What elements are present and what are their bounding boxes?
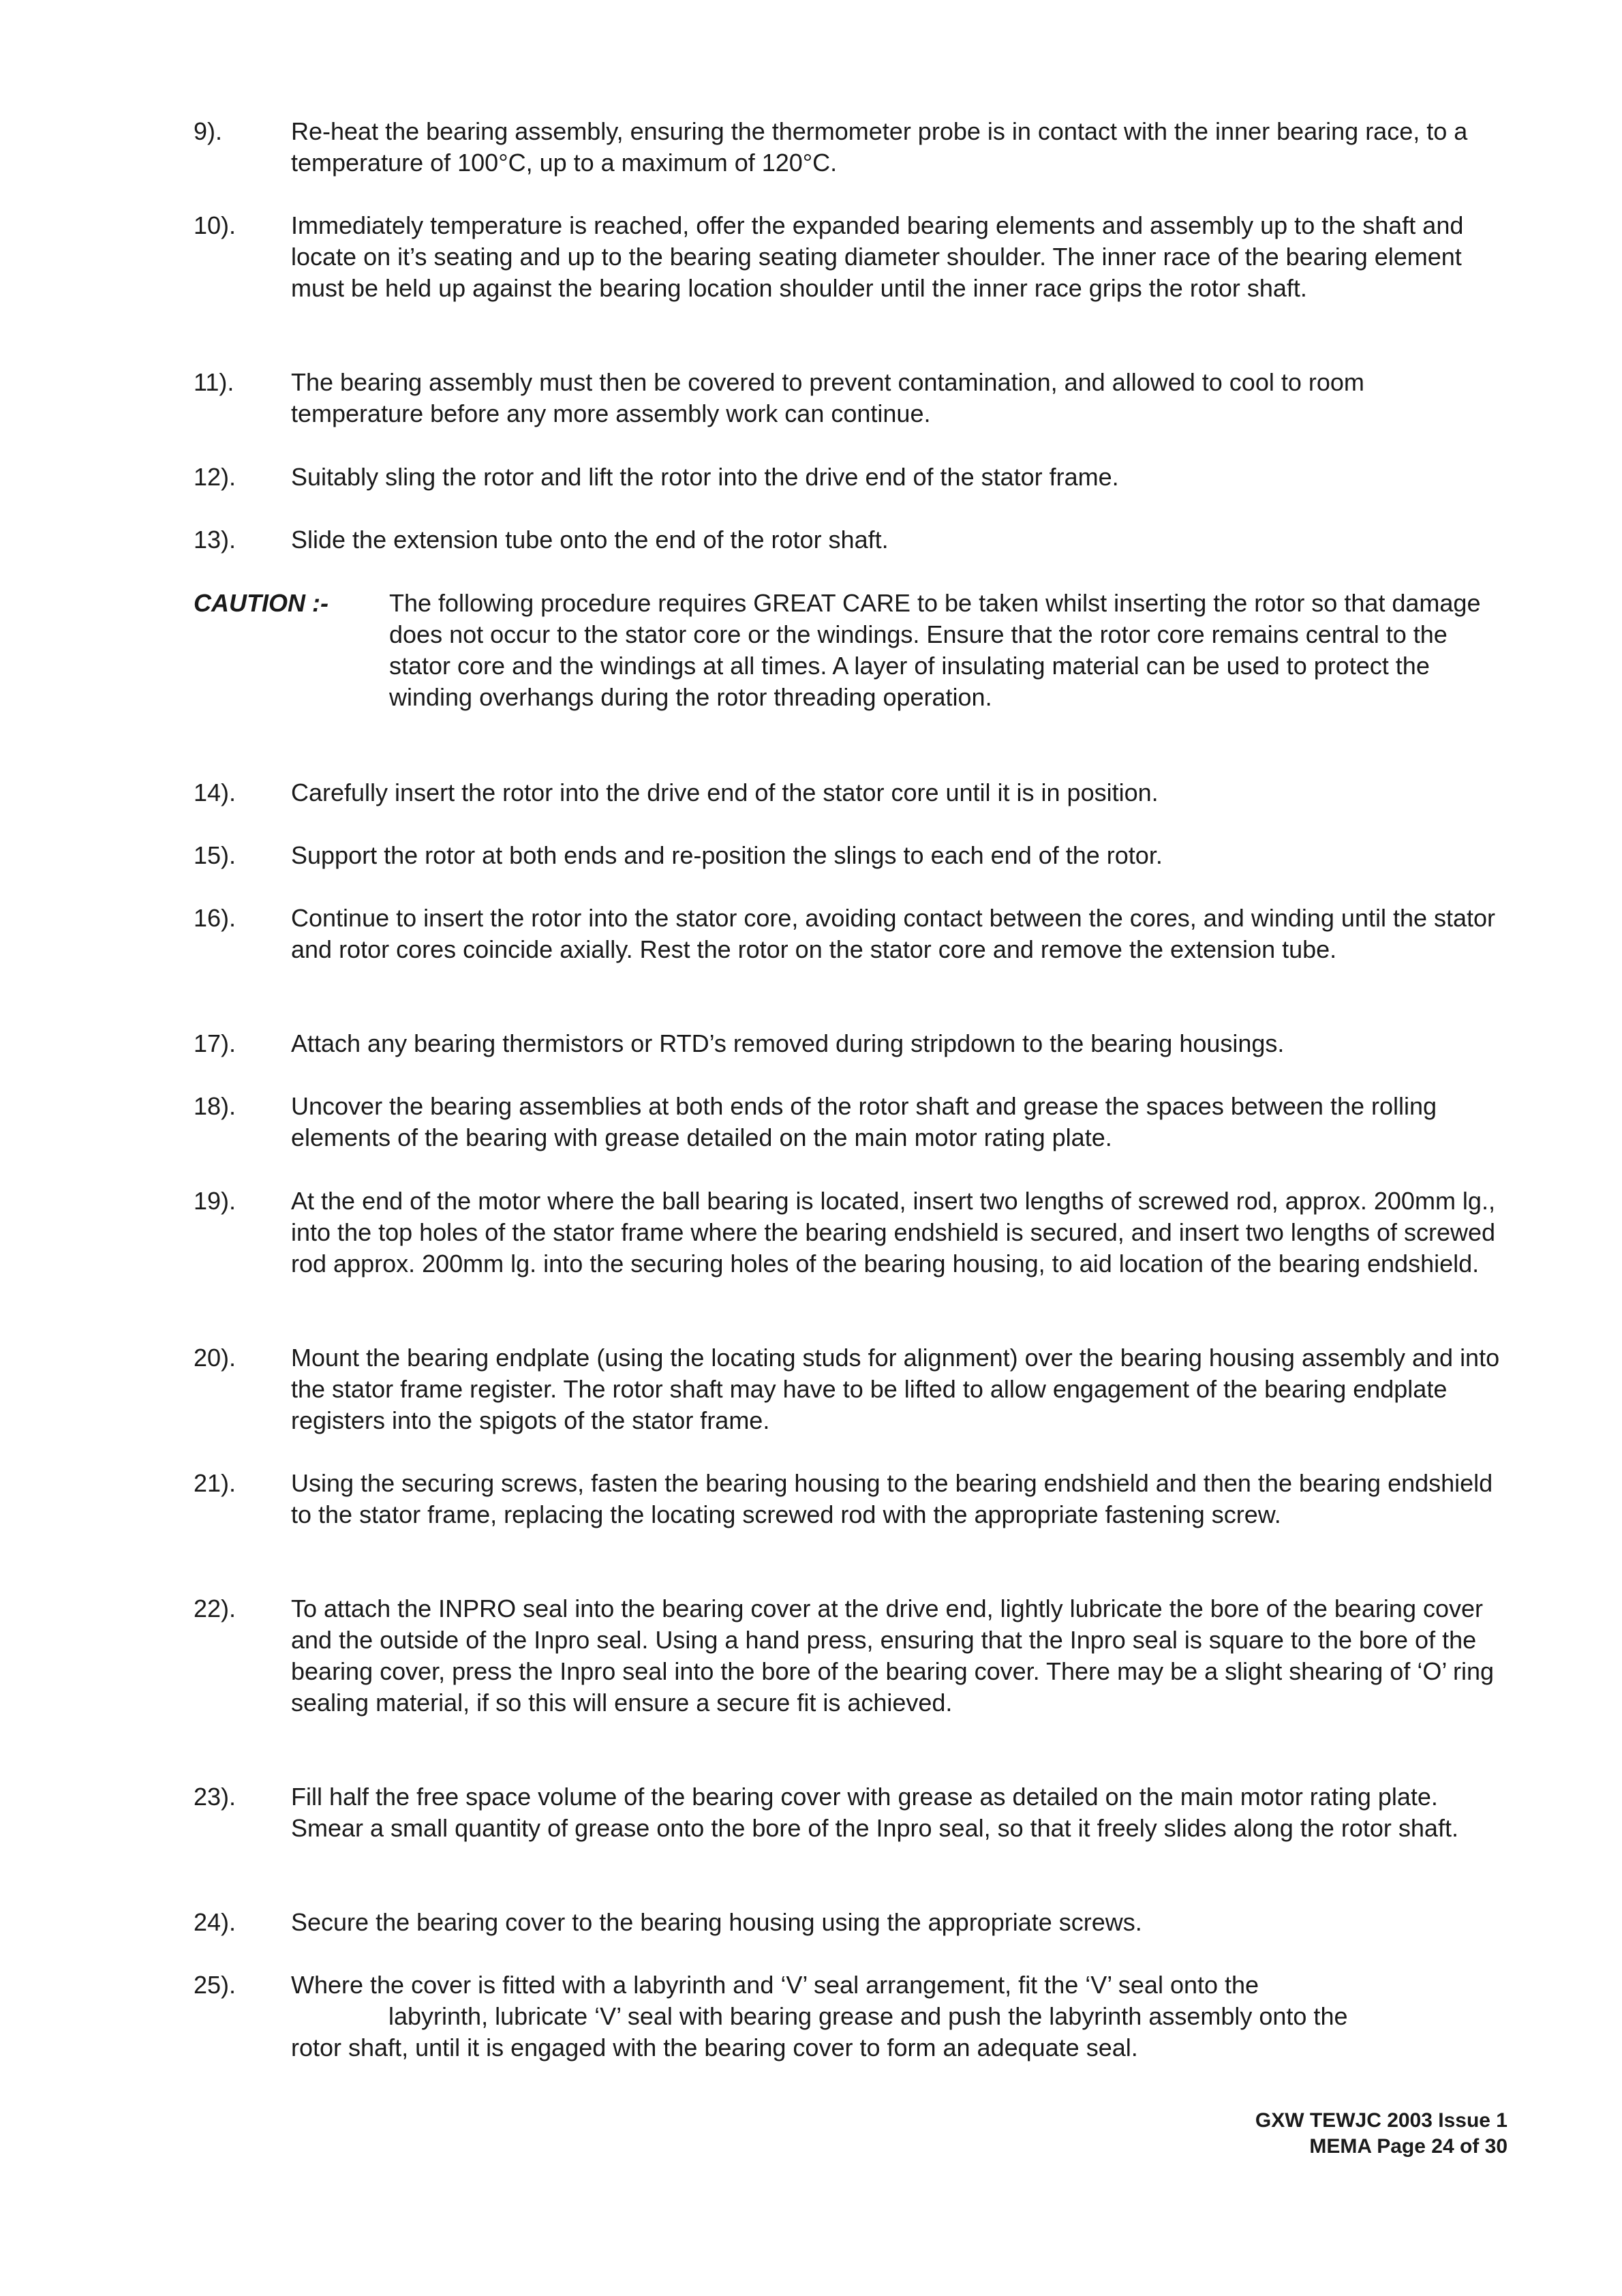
- page-number: MEMA Page 24 of 30: [1309, 2135, 1508, 2158]
- step-number: 22).: [194, 1595, 236, 1622]
- step-24: [194, 1907, 1502, 1938]
- step-14: [194, 777, 1502, 809]
- step-12: [194, 462, 1502, 493]
- step-number: 16).: [194, 904, 236, 932]
- document-footer: [1255, 2108, 1508, 2160]
- step-text: Carefully insert the rotor into the drive end of the stator core until it is in position.: [291, 779, 1159, 806]
- step-text-line: Where the cover is fitted with a labyrinth and ‘V’ seal arrangement, fit the ‘V’ seal onto the: [291, 1971, 1259, 1999]
- step-number: 24).: [194, 1908, 236, 1936]
- step-number: 15).: [194, 841, 236, 869]
- step-number: 25).: [194, 1971, 236, 1999]
- step-number: 9).: [194, 117, 223, 145]
- step-23: [194, 1781, 1502, 1844]
- step-text: Mount the bearing endplate (using the locating studs for alignment) over the bearing housing assembly and into the stator frame register. The rotor shaft may have to be lifted to allow engagement of the bearing endplate registers into the spigots of the stator frame.: [291, 1344, 1500, 1434]
- step-9: [194, 116, 1502, 179]
- step-number: 20).: [194, 1344, 236, 1372]
- step-text: Using the securing screws, fasten the bearing housing to the bearing endshield and then the bearing endshield to the stator frame, replacing the locating screwed rod with the appropriate fastening screw.: [291, 1469, 1493, 1528]
- step-21: [194, 1468, 1502, 1530]
- step-10: [194, 210, 1502, 304]
- step-number: 17).: [194, 1029, 236, 1057]
- step-16: [194, 903, 1502, 965]
- step-text: Suitably sling the rotor and lift the rotor into the drive end of the stator frame.: [291, 463, 1119, 491]
- step-text: [291, 1969, 1502, 2064]
- step-text: Re-heat the bearing assembly, ensuring the thermometer probe is in contact with the inner bearing race, to a temperature of 100°C, up to a maximum of 120°C.: [291, 117, 1468, 177]
- step-number: 12).: [194, 463, 236, 491]
- step-text: Slide the extension tube onto the end of the rotor shaft.: [291, 526, 889, 554]
- caution-note: [194, 588, 1502, 713]
- step-text: Secure the bearing cover to the bearing housing using the appropriate screws.: [291, 1908, 1142, 1936]
- step-20: [194, 1342, 1502, 1436]
- step-number: 14).: [194, 779, 236, 806]
- step-18: [194, 1091, 1502, 1153]
- step-number: 11).: [194, 368, 234, 396]
- step-22: [194, 1593, 1502, 1719]
- caution-label: CAUTION :-: [194, 589, 328, 617]
- step-25: [194, 1969, 1502, 2064]
- step-number: 21).: [194, 1469, 236, 1497]
- step-number: 13).: [194, 526, 236, 554]
- step-text: Continue to insert the rotor into the stator core, avoiding contact between the cores, and winding until the stator and rotor cores coincide axially. Rest the rotor on the stator core and remove the extension tube.: [291, 904, 1496, 963]
- caution-text: The following procedure requires GREAT CARE to be taken whilst inserting the rotor so that damage does not occur to the stator core or the windings. Ensure that the rotor core remains central to the stator core and the windings at all times. A layer of insulating material can be used to protect the winding overhangs during the rotor threading operation.: [389, 589, 1481, 711]
- step-text: Uncover the bearing assemblies at both ends of the rotor shaft and grease the spaces between the rolling elements of the bearing with grease detailed on the main motor rating plate.: [291, 1092, 1437, 1151]
- step-15: [194, 840, 1502, 871]
- step-text: Attach any bearing thermistors or RTD’s removed during stripdown to the bearing housings.: [291, 1029, 1285, 1057]
- step-text-line: labyrinth, lubricate ‘V’ seal with bearing grease and push the labyrinth assembly onto the: [388, 2002, 1348, 2030]
- step-number: 19).: [194, 1187, 236, 1215]
- step-19: [194, 1185, 1502, 1280]
- step-text-line: rotor shaft, until it is engaged with the bearing cover to form an adequate seal.: [291, 2034, 1138, 2061]
- step-text: Support the rotor at both ends and re-position the slings to each end of the rotor.: [291, 841, 1163, 869]
- step-number: 18).: [194, 1092, 236, 1120]
- step-11: [194, 367, 1502, 429]
- step-text: To attach the INPRO seal into the bearing cover at the drive end, lightly lubricate the bore of the bearing cover and the outside of the Inpro seal. Using a hand press, ensuring that the Inpro seal is square to the bore of the bearing cover, press the Inpro seal into the bore of the bearing cover. There may be a slight shearing of ‘O’ ring sealing material, if so this will ensure a secure fit is achieved.: [291, 1595, 1495, 1717]
- step-number: 23).: [194, 1783, 236, 1811]
- step-text: At the end of the motor where the ball bearing is located, insert two lengths of screwed rod, approx. 200mm lg., into the top holes of the stator frame where the bearing endshield is secured, and insert two lengths of screwed rod approx. 200mm lg. into the securing holes of the bearing housing, to aid location of the bearing endshield.: [291, 1187, 1496, 1278]
- step-number: 10).: [194, 211, 236, 239]
- step-17: [194, 1028, 1502, 1059]
- step-text: Fill half the free space volume of the bearing cover with grease as detailed on the main motor rating plate. Smear a small quantity of grease onto the bore of the Inpro seal, so that it freely slides along the rotor shaft.: [291, 1783, 1458, 1842]
- step-text: Immediately temperature is reached, offer the expanded bearing elements and assembly up to the shaft and locate on it’s seating and up to the bearing seating diameter shoulder. The inner race of the bearing element must be held up against the bearing location shoulder until the inner race grips the rotor shaft.: [291, 211, 1464, 302]
- document-reference: GXW TEWJC 2003 Issue 1: [1255, 2109, 1508, 2132]
- step-text: The bearing assembly must then be covered to prevent contamination, and allowed to cool to room temperature before any more assembly work can continue.: [291, 368, 1364, 427]
- step-13: [194, 524, 1502, 556]
